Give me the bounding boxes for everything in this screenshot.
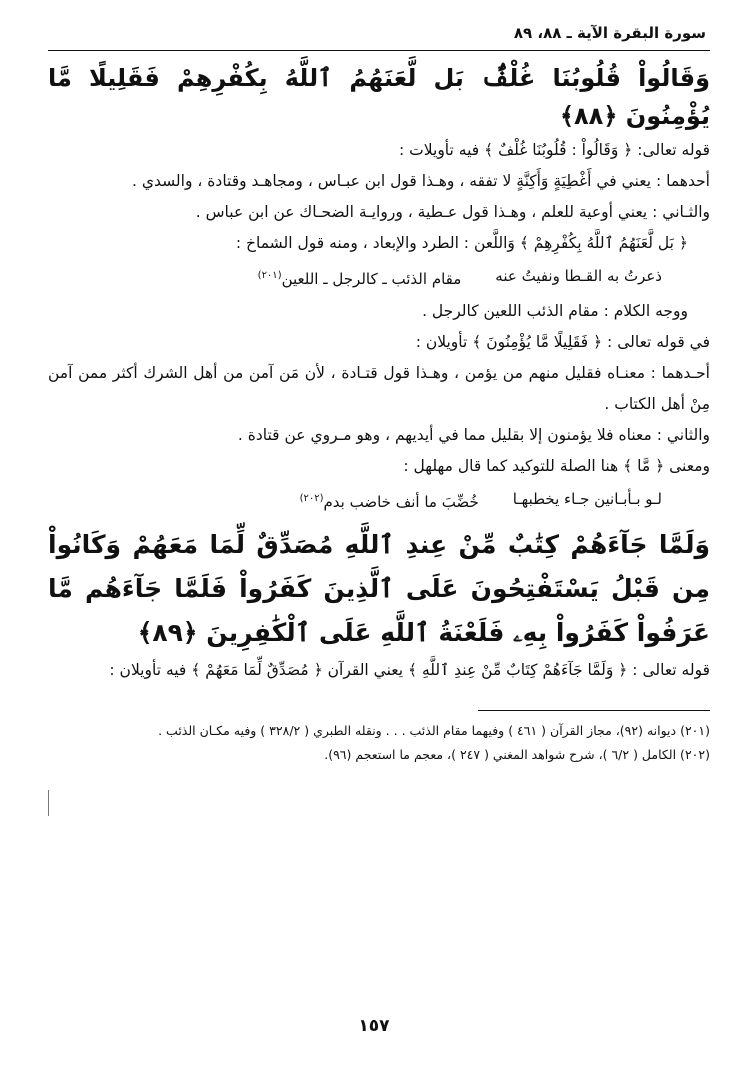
page-number: ١٥٧ (358, 1016, 390, 1036)
poem-hemistich-second: مقام الذئب ـ كالرجل ـ اللعين$^{(٢٠١)}$ (257, 270, 462, 288)
poem-verse-shammakh (48, 259, 710, 296)
footnote-ref-201[interactable]: (٢٠١) (257, 270, 282, 281)
poem-hemistich-second: خُضِّبَ ما أنف خاضب بدم$^{(٢٠٢)}$ (299, 493, 479, 511)
poem-hemistich-first: لـو بـأبـانين جـاء يخطبهـا (512, 490, 662, 508)
poem-hemistich-first: ذعرتُ به القـطا ونفيتُ عنه (495, 267, 662, 285)
footnote-ref-202[interactable]: (٢٠٢) (299, 493, 324, 504)
interpretation-second-b: والثاني : معناه فلا يؤمنون إلا بقليل مما في أيديهم ، وهو مـروي عن قتادة . (237, 426, 710, 444)
footnote-201: (٢٠١) ديوانه (٩٢)، مجاز القرآن ( ٤٦١ ) وفيهما مقام الذئب . . . ونقله الطبري ( ٣٢٨/٢ ) وفيه مكـان الذئب . (158, 723, 710, 738)
interpretation-first-b: أحـدهما : معنـاه فقليل منهم من يؤمن ، وهـذا قول قتـادة ، لأن مَن آمن من أهل الشرك أكثر ممن آمن مِنْ أهل الكتاب . (48, 364, 710, 413)
particle-meaning: ومعنى ﴿ مَّا ﴾ هنا الصلة للتوكيد كما قال مهلهل : (403, 457, 710, 475)
header-divider (48, 50, 710, 51)
commentary-verse-89: قوله تعالى : ﴿ وَلَمَّا جَآءَهُمْ كِتَابٌ مِّنْ عِندِ ٱللَّهِ ﴾ يعني القرآن ﴿ مُصَدِّقٌ لِّمَا مَعَهُمْ ﴾ فيه تأويلان : (109, 661, 710, 679)
speech-meaning: ووجه الكلام : مقام الذئب اللعين كالرجل . (422, 302, 688, 320)
interpretation-second: والثـاني : يعني أوعية للعلم ، وهـذا قول عـطية ، وروايـة الضحـاك عن ابن عباس . (195, 203, 710, 221)
margin-mark (48, 790, 49, 816)
commentary-few-believe: في قوله تعالى : ﴿ فَقَلِيلًا مَّا يُؤْمِنُونَ ﴾ تأويلان : (415, 333, 710, 351)
footnote-divider (478, 710, 710, 711)
running-header: سورة البقرة الآية ـ ٨٨، ٨٩ (513, 24, 706, 42)
curse-explanation: ﴿ بَل لَّعَنَهُمُ ٱللَّهُ بِكُفْرِهِمْ ﴾ وَاللَّعن : الطرد والإبعاد ، ومنه قول الشماخ : (235, 234, 688, 252)
quran-verse-89: وَلَمَّا جَآءَهُمْ كِتَٰبٌ مِّنْ عِندِ ٱللَّهِ مُصَدِّقٌ لِّمَا مَعَهُمْ وَكَانُواْ مِن قَبْلُ يَسْتَفْتِحُونَ عَلَى ٱلَّذِينَ كَفَرُواْ فَلَمَّا جَآءَهُم مَّا عَرَفُواْ كَفَرُواْ بِهِۦ فَلَعْنَةُ ٱللَّهِ عَلَى ٱلْكَٰفِرِينَ ﴿٨٩﴾ (48, 530, 710, 647)
quran-verse-88: وَقَالُواْ قُلُوبُنَا غُلْفٌۢ بَل لَّعَنَهُمُ ٱللَّهُ بِكُفْرِهِمْ فَقَلِيلًا مَّا يُؤْمِنُونَ ﴿٨٨﴾ (48, 64, 710, 130)
interpretation-first: أحدهما : يعني في أَغْطِيَةٍ وَأَكِنَّةٍ لا تفقه ، وهـذا قول ابن عبـاس ، ومجاهـد وقتادة ، والسدي . (131, 172, 710, 190)
footnote-202: (٢٠٢) الكامل ( ٦/٢ )، شرح شواهد المغني ( ٢٤٧ )، معجم ما استعجم (٩٦). (324, 747, 710, 762)
book-page (48, 22, 710, 767)
poem-verse-muhalhil (48, 482, 710, 519)
commentary-intro: قوله تعالى: ﴿ وَقَالُواْ : قُلُوبُنَا غُلْفٌ ﴾ فيه تأويلات : (399, 141, 710, 159)
